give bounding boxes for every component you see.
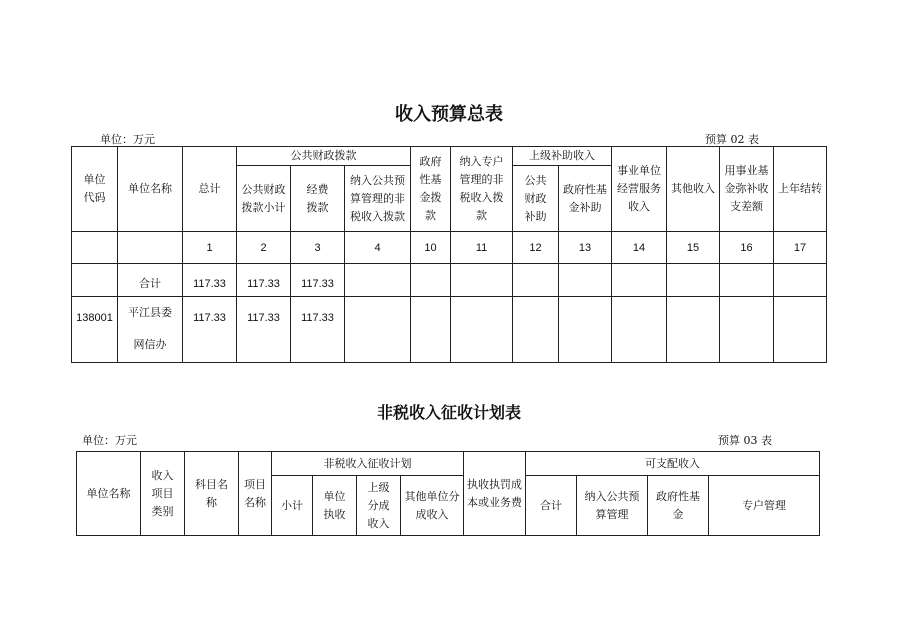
h2-income-category: 收入项目类别 [141, 452, 185, 536]
col-number: 3 [291, 232, 345, 264]
header-gov-fund-subsidy: 政府性基金补助 [559, 166, 612, 232]
cell [612, 264, 667, 297]
h2-special-mgmt: 专户管理 [709, 476, 820, 536]
cell [345, 297, 411, 363]
unit-name-cell: 平江县委网信办 [118, 297, 183, 363]
header-unit-name: 单位名称 [118, 147, 183, 232]
h2-subject-name: 科目名称 [185, 452, 239, 536]
cell [667, 297, 720, 363]
col-number: 2 [237, 232, 291, 264]
col-number: 17 [774, 232, 827, 264]
header-nontax-budget: 纳入公共预算管理的非税收入拨款 [345, 166, 411, 232]
cell [720, 297, 774, 363]
data-subtotal: 117.33 [237, 297, 291, 363]
h2-upper-share: 上级分成收入 [357, 476, 401, 536]
h2-enforce-cost: 执收执罚成本或业务费 [464, 452, 526, 536]
cell [559, 297, 612, 363]
budget-income-title: 收入预算总表 [395, 104, 503, 125]
total-row [72, 264, 827, 297]
h2-unit-collect: 单位执收 [313, 476, 357, 536]
col-number: 11 [451, 232, 513, 264]
form-code: 预算 02 表 [705, 133, 759, 146]
col-number: 10 [411, 232, 451, 264]
header-upper-subsidy: 上级补助收入 [513, 147, 612, 166]
cell [451, 264, 513, 297]
cell [345, 264, 411, 297]
cell [559, 264, 612, 297]
total-total: 117.33 [183, 264, 237, 297]
data-row [72, 297, 827, 363]
h2-disposable: 可支配收入 [526, 452, 820, 476]
col-number-blank [72, 232, 118, 264]
col-number: 13 [559, 232, 612, 264]
header-special-nontax: 纳入专户管理的非税收入拨款 [451, 147, 513, 232]
col-number: 16 [720, 232, 774, 264]
h2-collection-plan: 非税收入征收计划 [272, 452, 464, 476]
col-number: 4 [345, 232, 411, 264]
header-business: 事业单位经营服务收入 [612, 147, 667, 232]
h2-public-budget: 纳入公共预算管理 [577, 476, 648, 536]
header-funding: 经费拨款 [291, 166, 345, 232]
header-carryover: 上年结转 [774, 147, 827, 232]
header-public-subtotal: 公共财政拨款小计 [237, 166, 291, 232]
h2-other-share: 其他单位分成收入 [401, 476, 464, 536]
header-public-fiscal: 公共财政拨款 [237, 147, 411, 166]
header-public-subsidy: 公共财政补助 [513, 166, 559, 232]
form-code-2: 预算 03 表 [718, 434, 772, 447]
col-number: 12 [513, 232, 559, 264]
header-fund-makeup: 用事业基金弥补收支差额 [720, 147, 774, 232]
header-gov-fund: 政府性基金拨款 [411, 147, 451, 232]
unit-code-cell: 138001 [72, 297, 118, 363]
cell [774, 264, 827, 297]
header-other: 其他收入 [667, 147, 720, 232]
cell [513, 264, 559, 297]
cell [411, 297, 451, 363]
unit-label-2: 单位：万元 [82, 434, 137, 447]
income-budget-table [71, 146, 827, 363]
col-number-blank [118, 232, 183, 264]
col-number: 14 [612, 232, 667, 264]
h2-unit-name: 单位名称 [77, 452, 141, 536]
total-subtotal: 117.33 [237, 264, 291, 297]
data-funding: 117.33 [291, 297, 345, 363]
cell [72, 264, 118, 297]
cell [513, 297, 559, 363]
cell [612, 297, 667, 363]
data-total: 117.33 [183, 297, 237, 363]
header-total: 总计 [183, 147, 237, 232]
h2-item-name: 项目名称 [239, 452, 272, 536]
header-unit-code: 单位代码 [72, 147, 118, 232]
total-label: 合计 [118, 264, 183, 297]
h2-total: 合计 [526, 476, 577, 536]
h2-gov-fund: 政府性基金 [648, 476, 709, 536]
nontax-plan-title: 非税收入征收计划表 [376, 403, 521, 422]
nontax-plan-table [76, 451, 820, 536]
h2-subtotal: 小计 [272, 476, 313, 536]
unit-label: 单位：万元 [100, 133, 155, 146]
col-number: 1 [183, 232, 237, 264]
cell [720, 264, 774, 297]
total-funding: 117.33 [291, 264, 345, 297]
cell [667, 264, 720, 297]
cell [411, 264, 451, 297]
col-number: 15 [667, 232, 720, 264]
cell [774, 297, 827, 363]
cell [451, 297, 513, 363]
